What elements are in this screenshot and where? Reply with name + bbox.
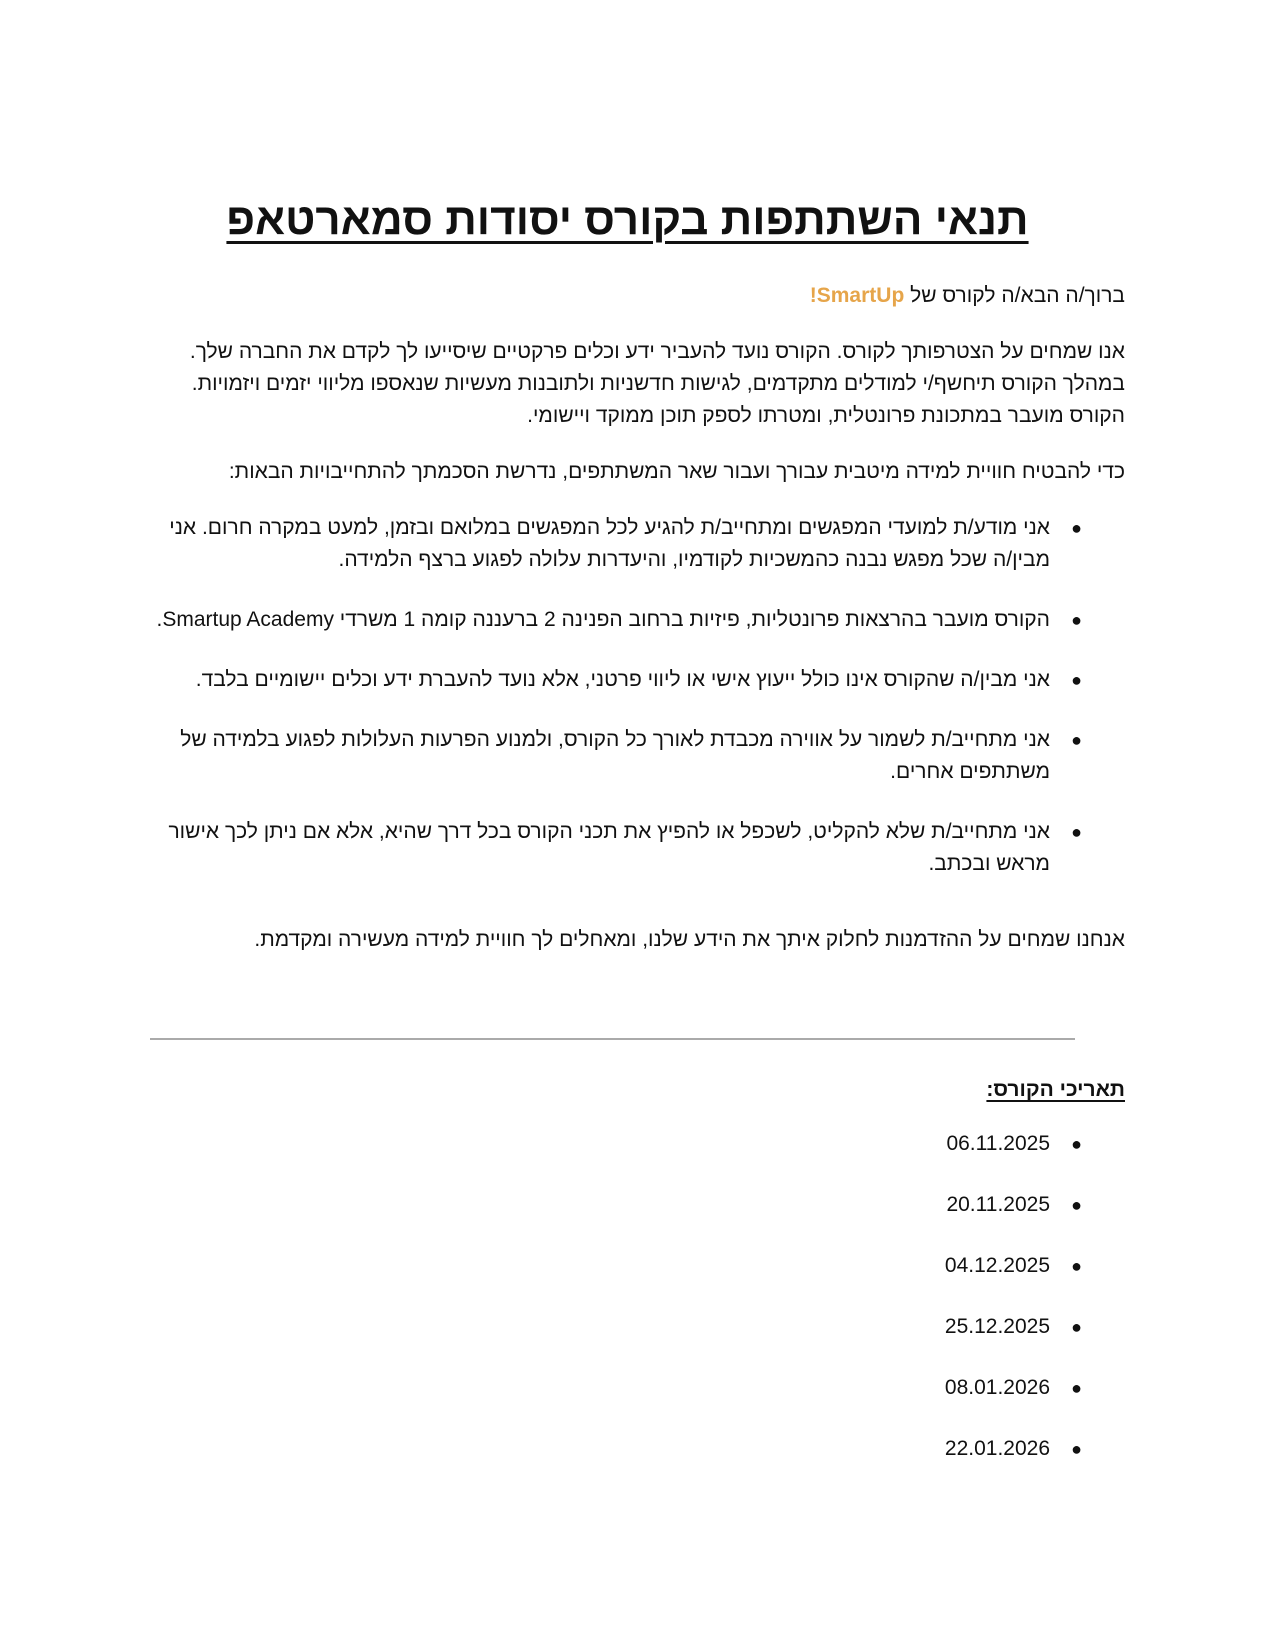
commitment-text: אני מודע/ת למועדי המפגשים ומתחייב/ת להגיע לכל המפגשים במלואם ובזמן, למעט במקרה חרום. אני מבין/ה שכל מפגש נבנה כהמשכיות לקודמיו, והיעדרות עלולה לפגוע ברצף הלמידה. [169, 516, 1050, 571]
dates-list [150, 1128, 1125, 1465]
dates-title: תאריכי הקורס: [986, 1078, 1125, 1101]
bullet-icon: ● [1071, 1256, 1082, 1276]
date-item [150, 1311, 1125, 1343]
bullet-icon: ● [1071, 822, 1082, 842]
commitment-item [150, 664, 1125, 696]
intro-line: הקורס מועבר במתכונת פרונטלית, ומטרתו לספק תוכן ממוקד ויישומי. [527, 404, 1125, 427]
commitments-intro: כדי להבטיח חוויית למידה מיטבית עבורך ועבור שאר המשתתפים, נדרשת הסכמתך להתחייבויות הבאות: [228, 460, 1125, 483]
bullet-icon: ● [1071, 670, 1082, 690]
commitment-item [150, 604, 1125, 636]
document-title: תנאי השתתפות בקורס יסודות סמארטאפ [226, 195, 1029, 244]
date-item [150, 1189, 1125, 1221]
date-text: 04.12.2025 [944, 1254, 1050, 1277]
commitment-text: אני מתחייב/ת שלא להקליט, לשכפל או להפיץ את תכני הקורס בכל דרך שהיא, אלא אם ניתן לכך אישור מראש ובכתב. [168, 820, 1050, 875]
bullet-icon: ● [1071, 1439, 1082, 1459]
date-item [150, 1433, 1125, 1465]
commitment-text: הקורס מועבר בהרצאות פרונטליות, פיזיות ברחוב הפנינה 2 ברעננה קומה 1 משרדי Smartup Academy. [156, 608, 1050, 631]
bullet-icon: ● [1071, 1378, 1082, 1398]
commitment-item [150, 816, 1125, 880]
brand-name: SmartUp [816, 284, 905, 307]
date-text: 22.01.2026 [944, 1437, 1050, 1460]
date-item [150, 1128, 1125, 1160]
date-text: 25.12.2025 [944, 1315, 1050, 1338]
bullet-icon: ● [1071, 518, 1082, 538]
commitments-list [150, 512, 1125, 880]
closing-line: אנחנו שמחים על ההזדמנות לחלוק איתך את הידע שלנו, ומאחלים לך חוויית למידה מעשירה ומקדמת. [254, 928, 1125, 951]
bullet-icon: ● [1071, 1134, 1082, 1154]
course-dates-section [150, 1074, 1125, 1494]
bullet-icon: ● [1071, 1317, 1082, 1337]
date-item [150, 1372, 1125, 1404]
commitment-item [150, 724, 1125, 788]
bullet-icon: ● [1071, 730, 1082, 750]
date-text: 06.11.2025 [946, 1132, 1050, 1155]
welcome-line [150, 280, 1125, 312]
section-divider [150, 1038, 1075, 1040]
welcome-suffix: ! [809, 284, 817, 307]
intro-paragraph [150, 336, 1125, 432]
intro-line: אנו שמחים על הצטרפותך לקורס. הקורס נועד להעביר ידע וכלים פרקטיים שיסייעו לך לקדם את החברה שלך. [189, 340, 1125, 363]
date-text: 20.11.2025 [946, 1193, 1050, 1216]
commitment-text: אני מבין/ה שהקורס אינו כולל ייעוץ אישי או ליווי פרטני, אלא נועד להעברת ידע וכלים יישומיים בלבד. [195, 668, 1050, 691]
commitment-item [150, 512, 1125, 576]
date-text: 08.01.2026 [944, 1376, 1050, 1399]
intro-line: במהלך הקורס תיחשף/י למודלים מתקדמים, לגישות חדשניות ולתובנות מעשיות שנאספו מליווי יזמים ויזמויות. [191, 372, 1125, 395]
document-body [150, 190, 1125, 956]
welcome-prefix: ברוך/ה הבא/ה לקורס של [904, 284, 1125, 307]
bullet-icon: ● [1071, 610, 1082, 630]
commitment-text: אני מתחייב/ת לשמור על אווירה מכבדת לאורך כל הקורס, ולמנוע הפרעות העלולות לפגוע בלמידה של משתתפים אחרים. [180, 728, 1050, 783]
date-item [150, 1250, 1125, 1282]
bullet-icon: ● [1071, 1195, 1082, 1215]
